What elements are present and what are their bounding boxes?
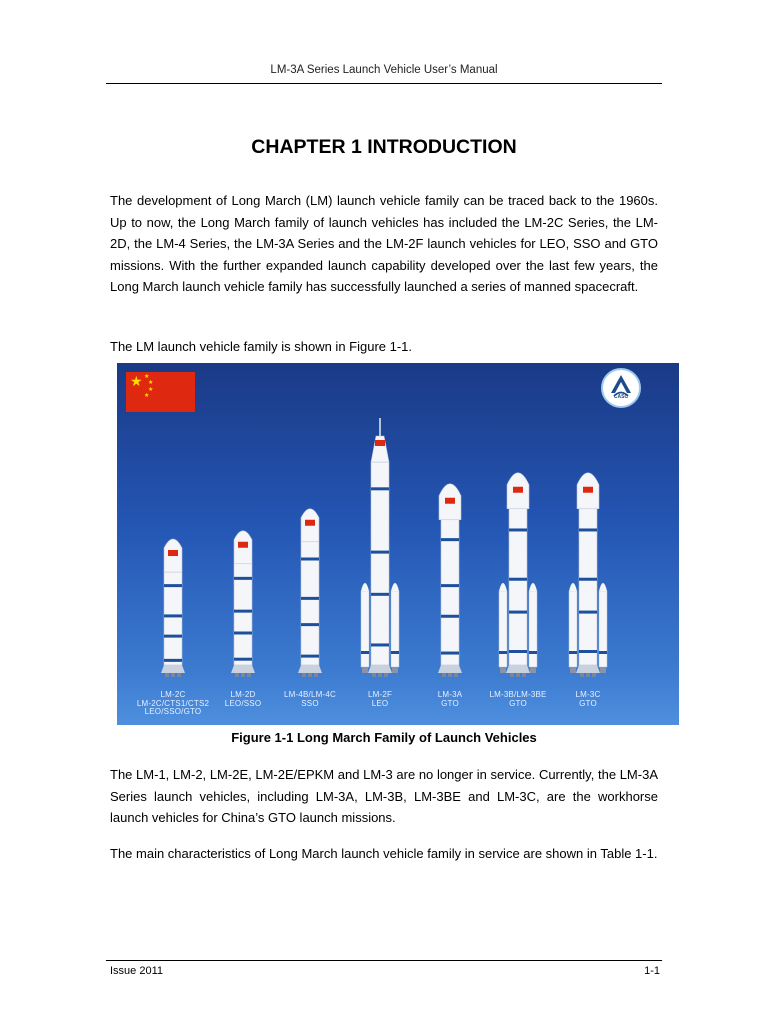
rocket-6 xyxy=(499,473,537,677)
rocket-label-line: LM-3B/LM-3BE xyxy=(489,690,547,699)
rocket-label-line: LEO xyxy=(371,698,389,708)
rocket-label-line: LM-2D xyxy=(230,690,256,699)
table-reference-paragraph: The main characteristics of Long March launch vehicle family in service are shown in Table 1-1. xyxy=(110,846,658,861)
running-header: LM-3A Series Launch Vehicle User’s Manual xyxy=(270,64,498,76)
china-flag-icon: ★ ★ ★ ★ ★ xyxy=(126,372,195,412)
footer-divider xyxy=(106,960,662,961)
rockets-illustration xyxy=(117,363,679,725)
rocket-label-line: LM-3C xyxy=(575,690,601,699)
chapter-title: CHAPTER 1 INTRODUCTION xyxy=(251,136,517,158)
figure-reference-paragraph: The LM launch vehicle family is shown in Figure 1-1. xyxy=(110,339,413,354)
rocket-label-line: SSO xyxy=(301,698,319,708)
logo-text: CASC xyxy=(613,394,629,400)
rocket-5 xyxy=(438,484,462,677)
rocket-label-line: LM-3A xyxy=(437,690,463,699)
rocket-label-line: GTO xyxy=(441,698,459,708)
rocket-label-line: LM-2F xyxy=(367,690,393,699)
service-status-paragraph: The LM-1, LM-2, LM-2E, LM-2E/EPKM and LM-3 are no longer in service. Currently, the LM-3A Series launch vehicles, including LM-3A, LM-3B, LM-3BE and LM-3C, are the workhorse launch vehicles for China’s GTO launch missions. xyxy=(110,767,658,825)
page-number: 1-1 xyxy=(644,965,660,977)
rocket-3 xyxy=(298,509,322,677)
rocket-label-line: LM-2C/CTS1/CTS2 xyxy=(136,698,210,708)
rocket-label-line: LEO/SSO/GTO xyxy=(144,707,202,716)
figure-caption: Figure 1-1 Long March Family of Launch Vehicles xyxy=(231,730,537,745)
rocket-label-line: GTO xyxy=(509,698,527,708)
issue-label: Issue 2011 xyxy=(110,965,164,977)
header-divider xyxy=(106,83,662,84)
rocket-4 xyxy=(361,418,399,677)
rocket-2 xyxy=(231,531,255,677)
rocket-label-line: GTO xyxy=(579,698,597,708)
launch-vehicle-family-figure xyxy=(117,363,679,725)
intro-paragraph: The development of Long March (LM) launch vehicle family can be traced back to the 1960s. Up to now, the Long March family of launch vehicles has included the LM-2C Series, the LM-2D, the LM-4 Series, the LM-3A Series and the LM-2F launch vehicles for LEO, SSO and GTO missions. With the further expanded launch capability developed over the last few years, the Long March launch vehicle family has successfully launched a series of manned spacecraft. xyxy=(110,193,658,294)
rocket-label-7 xyxy=(528,691,648,708)
rocket-7 xyxy=(569,473,607,677)
rocket-1 xyxy=(161,539,185,677)
rocket-label-line: LM-4B/LM-4C xyxy=(284,690,336,699)
rocket-label-line: LM-2C xyxy=(160,690,186,699)
rocket-label-line: LEO/SSO xyxy=(224,698,262,708)
